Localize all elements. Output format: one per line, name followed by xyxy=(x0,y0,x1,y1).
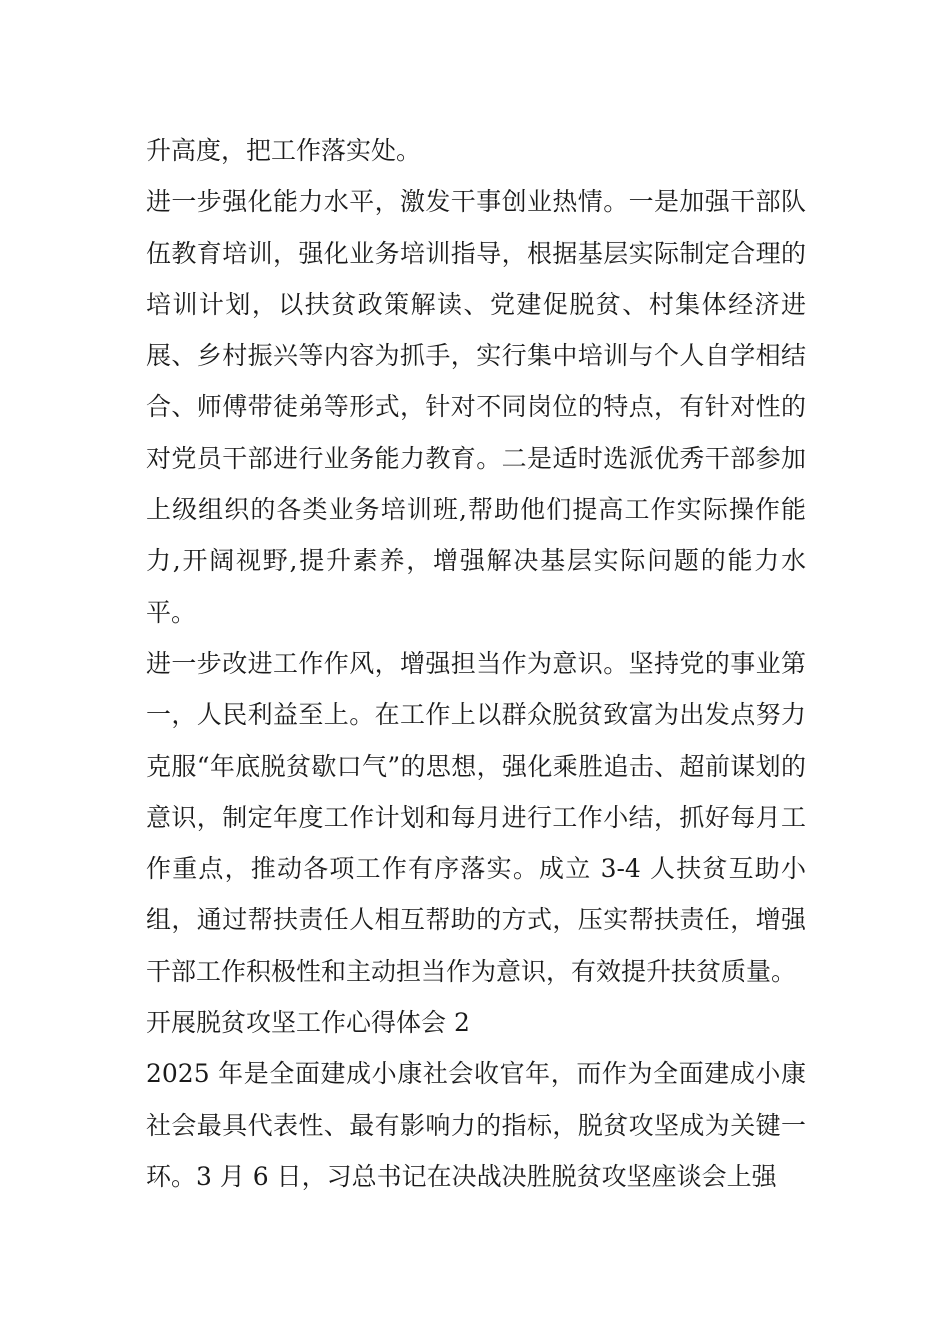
document-page xyxy=(146,125,806,1202)
paragraph-continuation: 升高度，把工作落实处。 xyxy=(146,136,422,165)
paragraph-intro: 2025 年是全面建成小康社会收官年，而作为全面建成小康社会最具代表性、最有影响力的指标，脱贫攻坚成为关键一环。3 月 6 日，习总书记在决战决胜脱贫攻坚座谈会上强 xyxy=(146,1059,806,1191)
paragraph-ability: 进一步强化能力水平，激发干事创业热情。一是加强干部队伍教育培训，强化业务培训指导，根据基层实际制定合理的培训计划，以扶贫政策解读、党建促脱贫、村集体经济进展、乡村振兴等内容为抓手，实行集中培训与个人自学相结合、师傅带徒弟等形式，针对不同岗位的特点，有针对性的对党员干部进行业务能力教育。二是适时选派优秀干部参加上级组织的各类业务培训班,帮助他们提高工作实际操作能力,开阔视野,提升素养，增强解决基层实际问题的能力水平。 xyxy=(146,187,806,627)
paragraph-work-style: 进一步改进工作作风，增强担当作为意识。坚持党的事业第一，人民利益至上。在工作上以群众脱贫致富为出发点努力克服“年底脱贫歇口气”的思想，强化乘胜追击、超前谋划的意识，制定年度工作计划和每月进行工作小结，抓好每月工作重点，推动各项工作有序落实。成立 3-4 人扶贫互助小组，通过帮扶责任人相互帮助的方式，压实帮扶责任，增强干部工作积极性和主动担当作为意识，有效提升扶贫质量。 xyxy=(146,648,806,986)
section-heading: 开展脱贫攻坚工作心得体会 2 xyxy=(146,1008,470,1038)
